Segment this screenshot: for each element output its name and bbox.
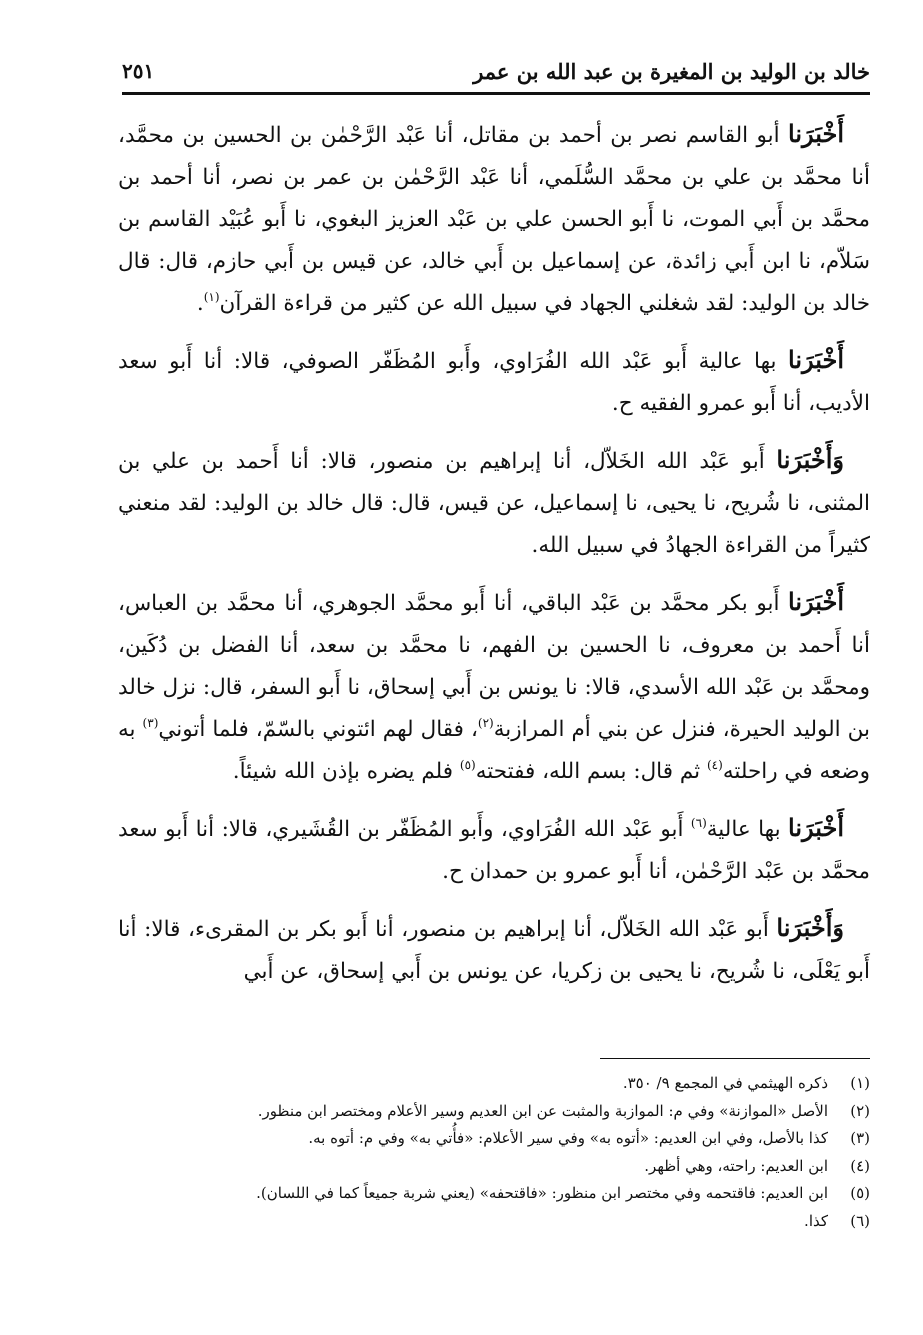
- footnote-ref[interactable]: (٣): [142, 716, 159, 730]
- footnote-item: [118, 1070, 870, 1098]
- footnote-text: كذا بالأصل، وفي ابن العديم: «أتوه به» وفي سير الأعلام: «فأُتي به» وفي م: أتوه به.: [308, 1129, 828, 1147]
- footnote-text: ابن العديم: فاقتحمه وفي مختصر ابن منظور: «فاقتحفه» (يعني شربة جميعاً كما في اللسان).: [256, 1184, 828, 1202]
- footnote-text: الأصل «الموازنة» وفي م: الموازبة والمثبت عن ابن العديم وسير الأعلام ومختصر ابن منظور.: [257, 1101, 828, 1120]
- paragraph-text: أَبو بكر محمَّد بن عَبْد الباقي، أنا أَبو محمَّد الجوهري، أنا محمَّد بن العباس، أنا أَحمد بن معروف، نا الحسين بن الفهم، نا محمَّد بن سعد، أنا الفضل بن دُكَين، ومحمَّد بن عَبْد الله الأسدي، قالا: نا يونس بن أَبي إسحاق، نا أَبو السفر، قال: نزل خالد بن الوليد الحيرة، فنزل عن بني أم المرازبة: [118, 591, 870, 742]
- footnote-item: [118, 1153, 870, 1181]
- body-text: [118, 113, 870, 1007]
- footnote-item: [118, 1125, 870, 1153]
- paragraph-text-cont: أَبو عَبْد الله الفُرَاوي، وأَبو المُظَفّر بن القُشَيري، قالا: أنا أَبو سعد محمَّد بن عَبْد الرَّحْمٰن، أنا أَبو عمرو بن حمدان ح.: [118, 817, 870, 884]
- paragraph-text-cont: ، فقال لهم ائتوني بالسّمّ، فلما أتوني: [158, 717, 478, 742]
- paragraph-text: أَبو عَبْد الله الخَلاّل، أنا إبراهيم بن منصور، قالا: أنا أَحمد بن علي بن المثنى، نا شُريح، نا يحيى، نا إسماعيل، عن قيس، قال: قال خالد بن الوليد: لقد منعني كثيراً من القراءة الجهادُ في سبيل الله.: [118, 449, 870, 558]
- paragraph-lead-word: وَأَخْبَرَنا: [776, 445, 844, 474]
- paragraph-lead-word: وَأَخْبَرَنا: [776, 913, 844, 942]
- paragraph-2: [118, 339, 870, 425]
- paragraph-3: [118, 439, 870, 567]
- paragraph-lead-word: أَخْبَرَنا: [788, 119, 844, 148]
- footnote-item: [118, 1180, 870, 1208]
- paragraph-text-cont: فلم يضره بإذن الله شيئاً.: [232, 759, 460, 784]
- footnote-number: (٢): [850, 1101, 870, 1120]
- paragraph-lead-word: أَخْبَرَنا: [788, 345, 844, 374]
- paragraph-4: [118, 581, 870, 793]
- paragraph-5: [118, 807, 870, 893]
- footnote-item: [118, 1098, 870, 1126]
- footnote-ref[interactable]: (١): [203, 290, 220, 304]
- footnotes: [118, 1070, 870, 1235]
- footnote-ref[interactable]: (٢): [477, 716, 494, 730]
- paragraph-text-cont: .: [196, 291, 204, 316]
- paragraph-text: أبو القاسم نصر بن أحمد بن مقاتل، أنا عَبْد الرَّحْمٰن بن الحسين بن محمَّد، أنا محمَّد بن علي بن محمَّد السُّلَمي، أنا عَبْد الرَّحْمٰن بن عمر بن نصر، أنا أحمد بن محمَّد بن أَبي الموت، نا أَبو الحسن علي بن عَبْد العزيز البغوي، نا أَبو عُبَيْد القاسم بن سَلاّم، نا ابن أَبي زائدة، عن إسماعيل بن أَبي خالد، عن قيس بن أَبي حازم، قال: قال خالد بن الوليد: لقد شغلني الجهاد في سبيل الله عن كثير من قراءة القرآن: [118, 123, 870, 316]
- page-number: ٢٥١: [122, 59, 155, 83]
- running-title: خالد بن الوليد بن المغيرة بن عبد الله بن عمر: [473, 58, 870, 84]
- paragraph-text: بها عالية: [706, 817, 789, 842]
- footnote-text: ذكره الهيثمي في المجمع ٩/ ٣٥٠.: [622, 1074, 828, 1092]
- footnote-ref[interactable]: (٥): [459, 758, 476, 772]
- paragraph-text: بها عالية أَبو عَبْد الله الفُرَاوي، وأَبو المُظَفّر الصوفي، قالا: أنا أَبو سعد الأديب، أنا أَبو عمرو الفقيه ح.: [118, 349, 870, 416]
- paragraph-text-cont: به وضعه في راحلته: [118, 717, 870, 784]
- footnote-ref[interactable]: (٦): [690, 816, 707, 830]
- footnote-number: (١): [850, 1074, 870, 1092]
- paragraph-lead-word: أَخْبَرَنا: [788, 813, 845, 842]
- paragraph-6: [118, 907, 870, 993]
- paragraph-lead-word: أَخْبَرَنا: [788, 587, 844, 616]
- footnote-rule: [600, 1058, 870, 1059]
- page-header: [122, 52, 870, 90]
- footnote-number: (٣): [850, 1129, 870, 1147]
- footnote-ref[interactable]: (٤): [706, 758, 723, 772]
- header-rule: [122, 92, 870, 95]
- paragraph-1: [118, 113, 870, 325]
- footnote-text: كذا.: [804, 1211, 828, 1230]
- footnote-text: ابن العديم: راحته، وهي أظهر.: [644, 1156, 828, 1175]
- footnote-number: (٥): [850, 1184, 870, 1202]
- footnote-number: (٤): [850, 1156, 870, 1175]
- paragraph-text-cont: ثم قال: بسم الله، ففتحته: [475, 759, 707, 784]
- footnote-item: [118, 1208, 870, 1236]
- paragraph-text: أَبو عَبْد الله الخَلاّل، أنا إبراهيم بن منصور، أنا أَبو بكر بن المقرىء، قالا: أنا أَبو يَعْلَى، نا شُريح، نا يحيى بن زكريا، عن يونس بن أَبي إسحاق، عن أَبي: [118, 917, 870, 984]
- footnote-number: (٦): [850, 1211, 870, 1230]
